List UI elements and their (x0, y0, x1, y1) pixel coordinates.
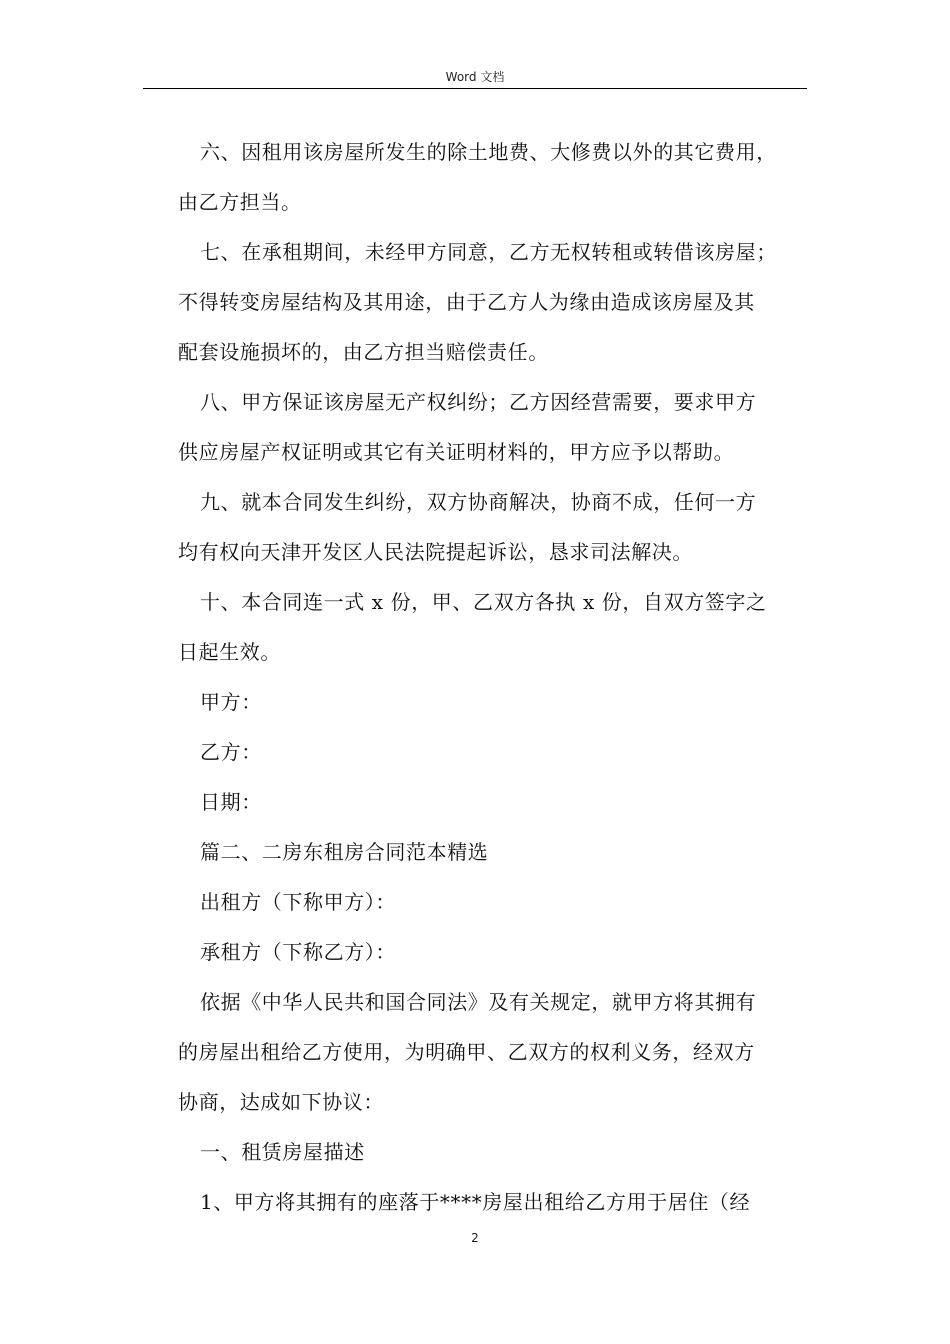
preamble-line-1: 依据《中华人民共和国合同法》及有关规定，就甲方将其拥有 (200, 990, 757, 1014)
clause-seven-line-1: 七、在承租期间，未经甲方同意，乙方无权转租或转借该房屋； (200, 240, 777, 264)
party-b-signature-label: 乙方： (200, 740, 262, 764)
clause-six-line-1: 六、因租用该房屋所发生的除土地费、大修费以外的其它费用， (200, 140, 777, 164)
clause-nine-line-2: 均有权向天津开发区人民法院提起诉讼，恳求司法解决。 (178, 540, 693, 564)
page-number: 2 (471, 1231, 479, 1245)
clause-eight-line-1: 八、甲方保证该房屋无产权纠纷；乙方因经营需要，要求甲方 (200, 390, 757, 414)
section-two-heading: 篇二、二房东租房合同范本精选 (200, 840, 489, 864)
clause-ten-line-1: 十、本合同连一式 x 份，甲、乙双方各执 x 份，自双方签字之 (200, 590, 767, 614)
article-one-heading: 一、租赁房屋描述 (200, 1140, 365, 1164)
clause-nine-line-1: 九、就本合同发生纠纷，双方协商解决，协商不成，任何一方 (200, 490, 757, 514)
preamble-line-3: 协商，达成如下协议： (178, 1090, 384, 1114)
party-a-signature-label: 甲方： (200, 690, 262, 714)
clause-ten-line-2: 日起生效。 (178, 640, 281, 664)
clause-seven-line-3: 配套设施损坏的，由乙方担当赔偿责任。 (178, 340, 549, 364)
lessor-label: 出租方（下称甲方）： (200, 890, 396, 914)
clause-eight-line-2: 供应房屋产权证明或其它有关证明材料的，甲方应予以帮助。 (178, 440, 735, 464)
clause-six-line-2: 由乙方担当。 (178, 190, 302, 214)
article-one-item-1: 1、甲方将其拥有的座落于****房屋出租给乙方用于居住（经 (200, 1190, 751, 1214)
lessee-label: 承租方（下称乙方）： (200, 940, 396, 964)
date-label: 日期： (200, 790, 262, 814)
header-divider (143, 88, 807, 89)
document-header-title: Word 文档 (445, 70, 505, 84)
clause-seven-line-2: 不得转变房屋结构及其用途，由于乙方人为缘由造成该房屋及其 (178, 290, 755, 314)
preamble-line-2: 的房屋出租给乙方使用，为明确甲、乙双方的权利义务，经双方 (178, 1040, 755, 1064)
document-body (178, 127, 804, 1227)
